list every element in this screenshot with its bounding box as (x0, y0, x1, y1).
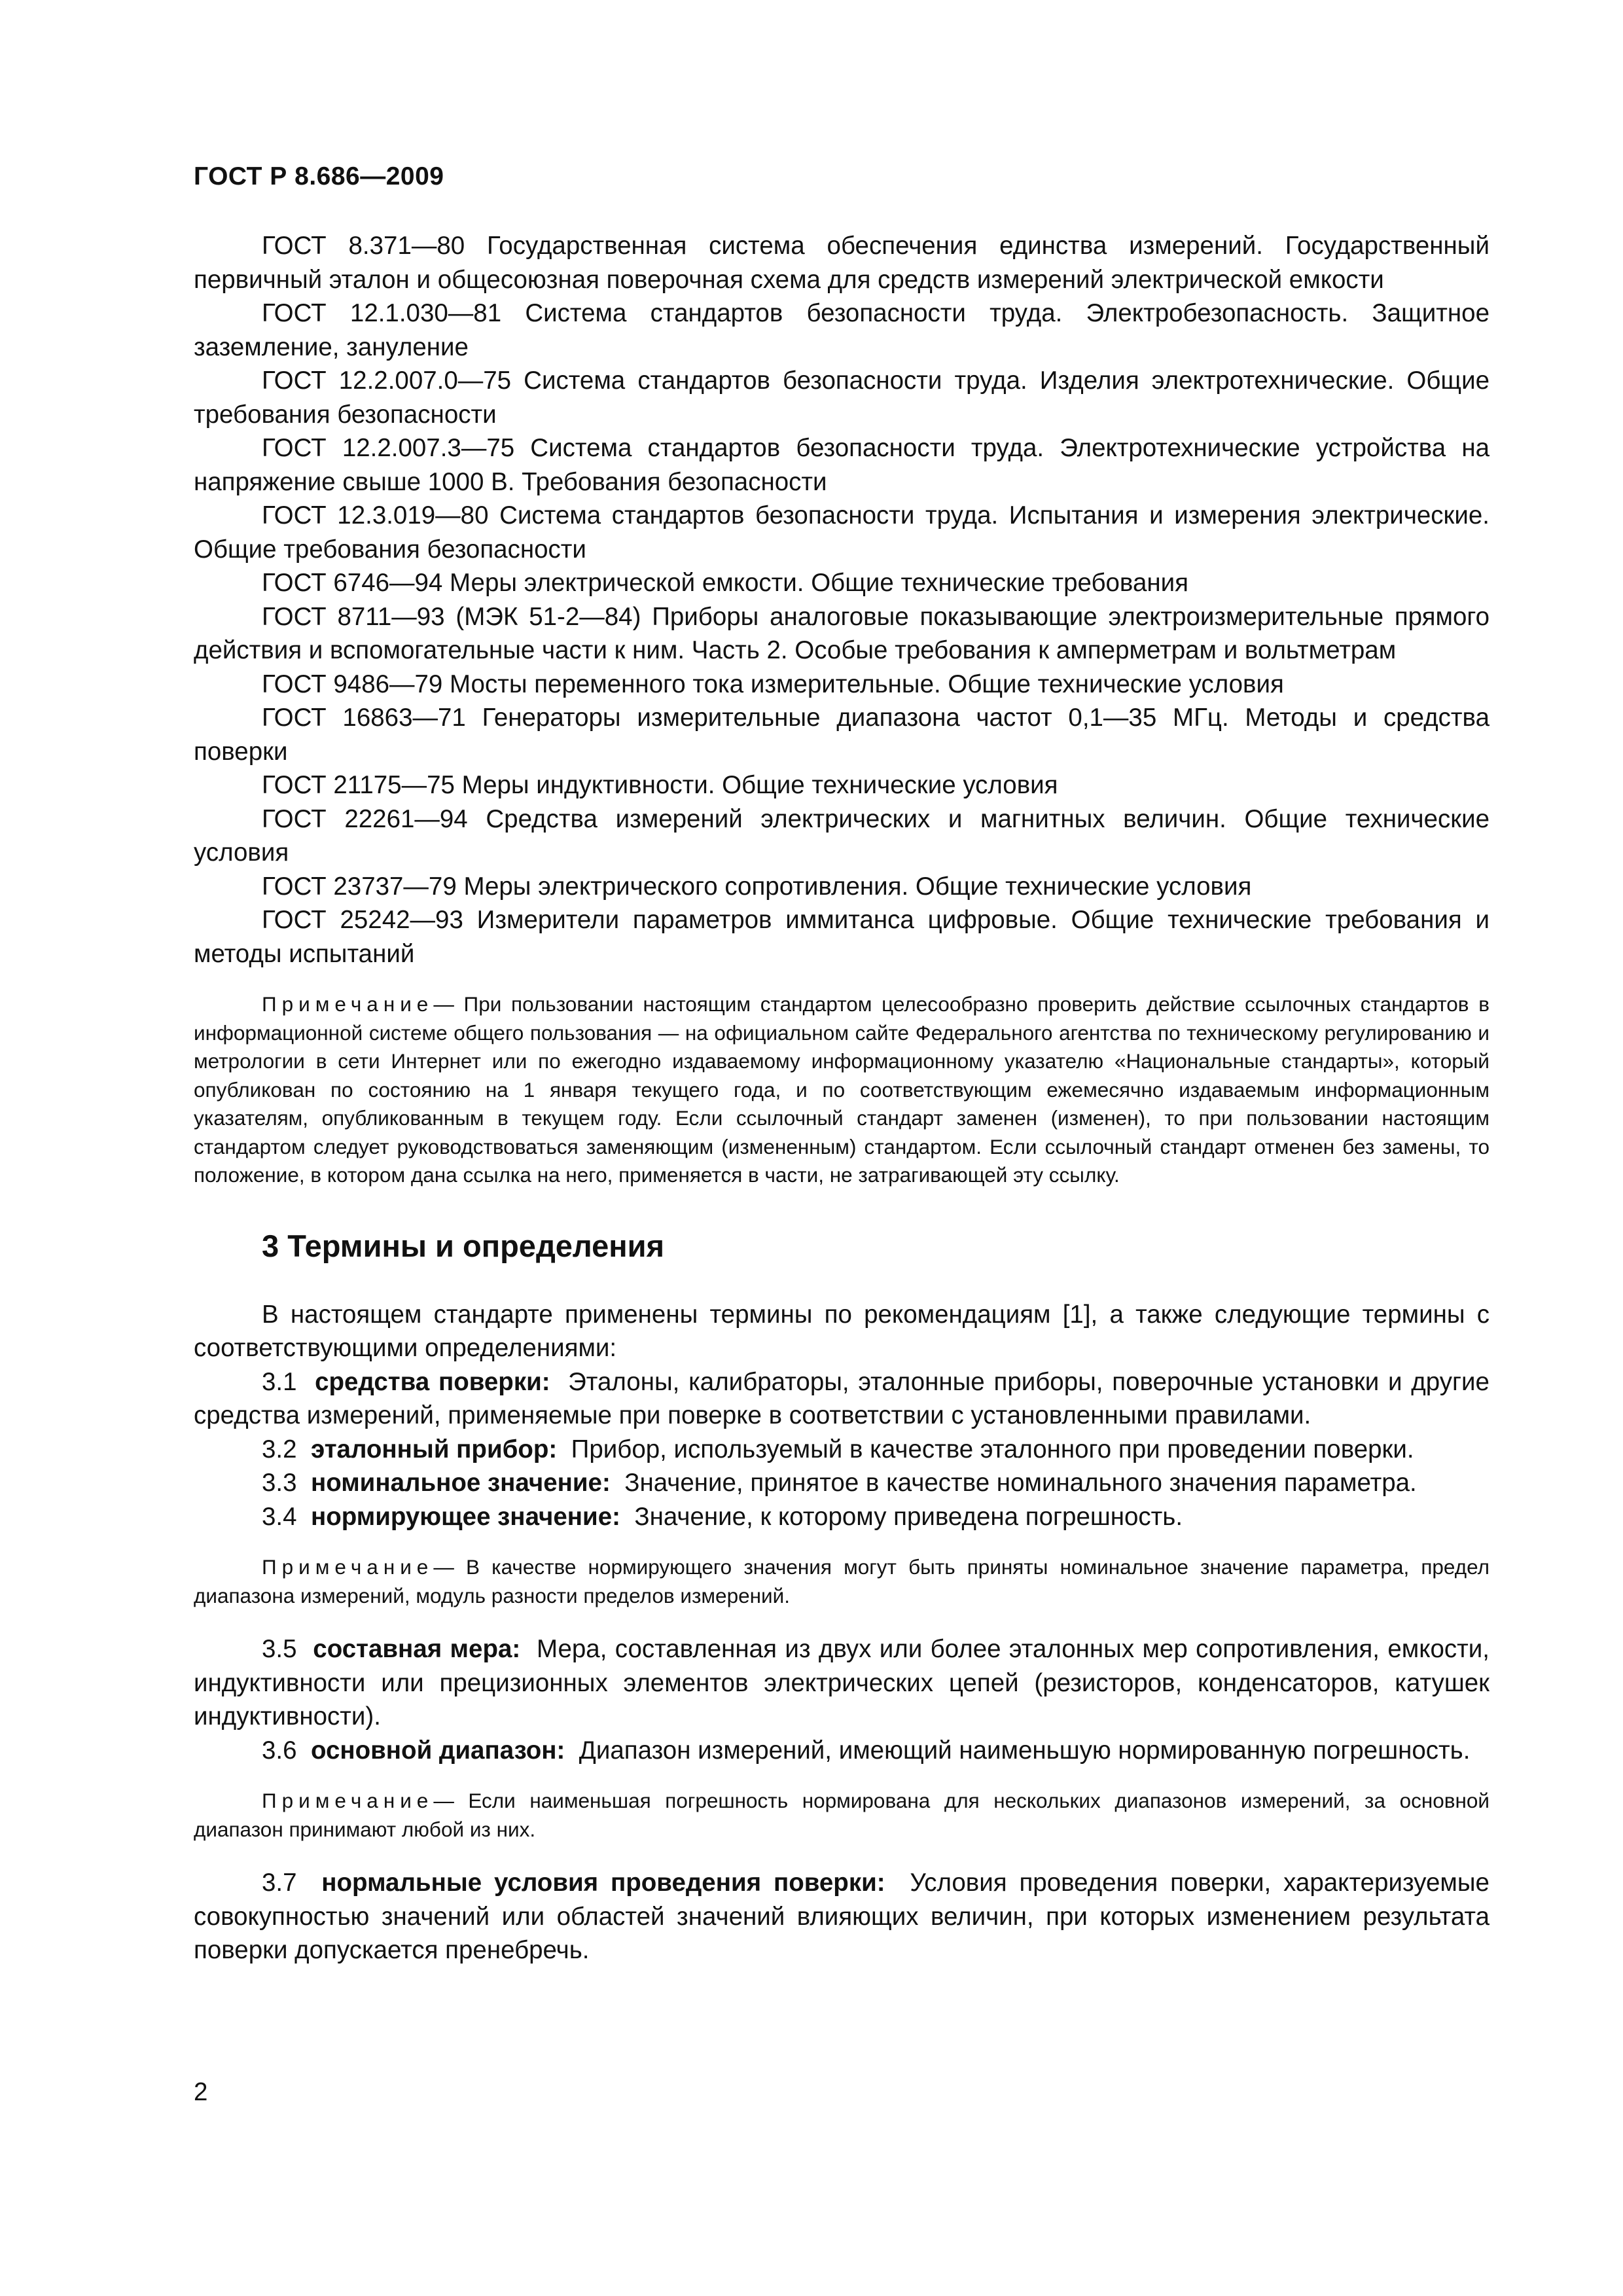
note-label: Примечание (262, 1555, 434, 1579)
reference-item: ГОСТ 16863—71 Генераторы измерительные диапазона частот 0,1—35 МГц. Методы и средства поверки (194, 704, 1489, 766)
term-number: 3.4 (262, 1502, 297, 1531)
term-text: Диапазон измерений, имеющий наименьшую нормированную погрешность. (579, 1736, 1471, 1765)
term-text: Мера, составленная из двух или более эталонных мер сопротивления, емкости, индуктивности или прецизионных элементов электрических цепей (резисторов, конденсаторов, катушек индуктивности). (194, 1635, 1489, 1731)
reference-item: ГОСТ 25242—93 Измерители параметров иммитанса цифровые. Общие технические требования и методы испытаний (194, 906, 1489, 968)
page-content (194, 229, 1489, 1967)
section-intro: В настоящем стандарте применены термины по рекомендациям [1], а также следующие термины с соответствующими определениями: (194, 1300, 1489, 1362)
term-name: средства поверки: (315, 1367, 550, 1396)
term-number: 3.2 (262, 1435, 297, 1463)
term-name: эталонный прибор: (310, 1435, 558, 1463)
reference-item: ГОСТ 12.2.007.0—75 Система стандартов безопасности труда. Изделия электротехнические. Общие требования безопасности (194, 367, 1489, 429)
note-label: Примечание (262, 992, 434, 1016)
reference-item: ГОСТ 12.2.007.3—75 Система стандартов безопасности труда. Электротехнические устройства на напряжение свыше 1000 В. Требования безопасности (194, 434, 1489, 496)
term-definition (194, 1500, 1489, 1534)
reference-item: ГОСТ 9486—79 Мосты переменного тока измерительные. Общие технические условия (262, 670, 1284, 698)
reference-item: ГОСТ 12.3.019—80 Система стандартов безопасности труда. Испытания и измерения электрические. Общие требования безопасности (194, 501, 1489, 564)
note-label: Примечание (262, 1789, 434, 1812)
term-number: 3.5 (262, 1635, 297, 1663)
reference-item: ГОСТ 12.1.030—81 Система стандартов безопасности труда. Электробезопасность. Защитное заземление, зануление (194, 299, 1489, 361)
term-note (194, 1787, 1489, 1844)
term-text: Значение, к которому приведена погрешность. (634, 1502, 1183, 1531)
term-note (194, 1553, 1489, 1610)
note-text: — Если наименьшая погрешность нормирована для нескольких диапазонов измерений, за основной диапазон принимают любой из них. (194, 1789, 1489, 1841)
term-name: нормирующее значение: (310, 1502, 620, 1531)
term-name: составная мера: (313, 1635, 521, 1663)
term-name: нормальные условия проведения поверки: (321, 1869, 885, 1897)
document-page (194, 0, 1489, 2296)
term-definition (194, 1365, 1489, 1433)
references-note (194, 990, 1489, 1190)
term-text: Эталоны, калибраторы, эталонные приборы, поверочные установки и другие средства измерений, применяемые при поверке в соответствии с установленными правилами. (194, 1367, 1489, 1429)
section-heading: 3 Термины и определения (262, 1228, 664, 1263)
reference-item: ГОСТ 21175—75 Меры индуктивности. Общие технические условия (262, 771, 1058, 799)
term-text: Условия проведения поверки, характеризуемые совокупностью значений или областей значений влияющих величин, при которых изменением результата поверки допускается пренебречь. (194, 1869, 1489, 1964)
running-header: ГОСТ Р 8.686—2009 (194, 162, 444, 190)
page-number: 2 (194, 2078, 208, 2106)
reference-item: ГОСТ 6746—94 Меры электрической емкости. Общие технические требования (262, 569, 1188, 597)
term-name: основной диапазон: (310, 1736, 565, 1765)
term-number: 3.7 (262, 1869, 297, 1897)
term-definition (194, 1632, 1489, 1734)
note-text: — При пользовании настоящим стандартом целесообразно проверить действие ссылочных стандартов в информационной системе общего пользования — на официальном сайте Федерального агентства по техническому регулированию и метрологии в сети Интернет или по ежегодно издаваемому информационному указателю «Национальные стандарты», который опубликован по состоянию на 1 января текущего года, и по соответствующим ежемесячно издаваемым информационным указателям, опубликованным в текущем году. Если ссылочный стандарт заменен (изменен), то при пользовании настоящим стандартом следует руководствоваться заменяющим (измененным) стандартом. Если ссылочный стандарт отменен без замены, то положение, в котором дана ссылка на него, применяется в части, не затрагивающей эту ссылку. (194, 992, 1489, 1187)
reference-item: ГОСТ 8.371—80 Государственная система обеспечения единства измерений. Государственный первичный эталон и общесоюзная поверочная схема для средств измерений электрической емкости (194, 232, 1489, 294)
reference-item: ГОСТ 8711—93 (МЭК 51-2—84) Приборы аналоговые показывающие электроизмерительные прямого действия и вспомогательные части к ним. Часть 2. Особые требования к амперметрам и вольтметрам (194, 602, 1489, 664)
reference-item: ГОСТ 22261—94 Средства измерений электрических и магнитных величин. Общие технические условия (194, 804, 1489, 867)
reference-item: ГОСТ 23737—79 Меры электрического сопротивления. Общие технические условия (262, 872, 1252, 901)
term-number: 3.3 (262, 1469, 297, 1497)
term-number: 3.1 (262, 1367, 297, 1396)
term-definition (194, 1433, 1489, 1467)
term-text: Значение, принятое в качестве номинального значения параметра. (624, 1469, 1417, 1497)
term-number: 3.6 (262, 1736, 297, 1765)
term-name: номинальное значение: (310, 1469, 611, 1497)
term-definition (194, 1466, 1489, 1500)
term-definition (194, 1866, 1489, 1967)
note-text: — В качестве нормирующего значения могут быть приняты номинальное значение параметра, предел диапазона измерений, модуль разности пределов измерений. (194, 1555, 1489, 1607)
term-text: Прибор, используемый в качестве эталонного при проведении поверки. (571, 1435, 1414, 1463)
term-definition (194, 1734, 1489, 1768)
